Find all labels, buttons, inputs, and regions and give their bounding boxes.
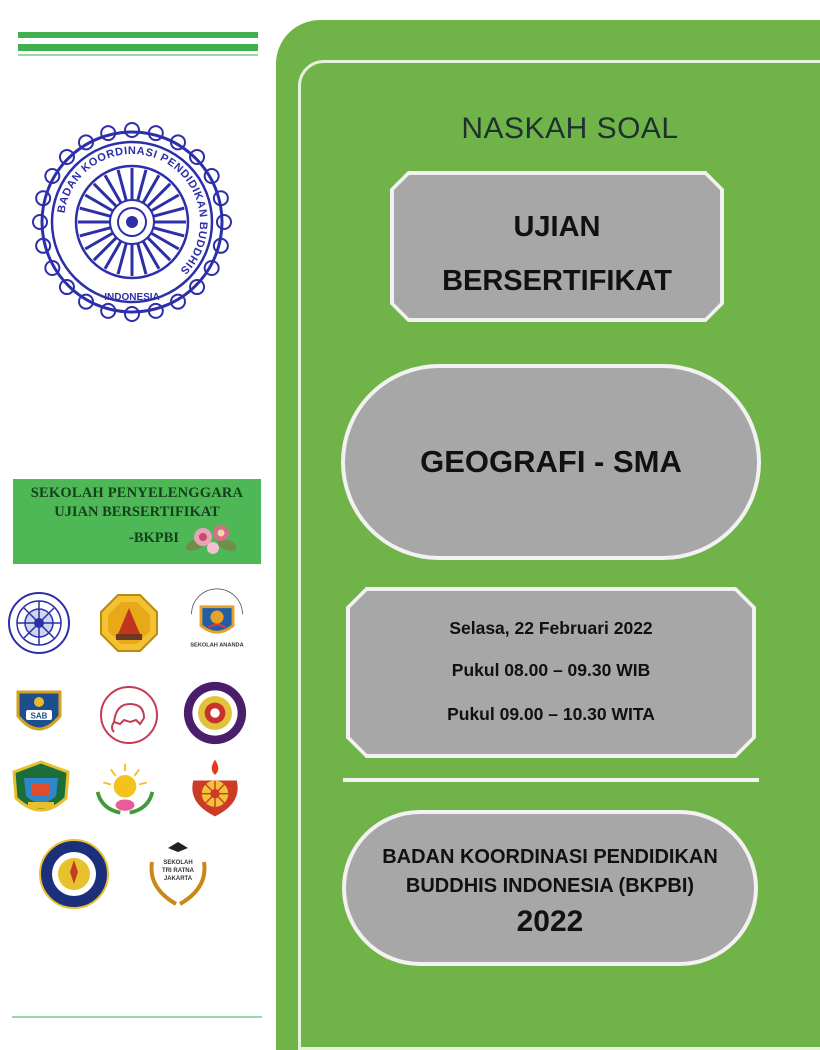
- school-banner: [13, 479, 261, 564]
- divider: [343, 778, 759, 782]
- shield-crest-logo: [8, 758, 74, 824]
- bkpbi-emblem-logo: [32, 122, 232, 322]
- exam-title-line-2: BERSERTIFIKAT: [442, 265, 672, 297]
- svg-text:BADAN KOORDINASI PENDIDIKAN BU: BADAN KOORDINASI PENDIDIKAN BUDDHIS: [55, 144, 210, 277]
- header-stripe: [18, 32, 258, 38]
- sunburst-laurel-logo: [92, 758, 158, 824]
- cover-heading: NASKAH SOAL: [461, 112, 679, 145]
- dharma-putra-logo: [38, 838, 110, 910]
- banner-line-3: -BKPBI: [129, 530, 179, 546]
- svg-text:TRI RATNA: TRI RATNA: [162, 868, 194, 874]
- organizer-line-1: BADAN KOORDINASI PENDIDIKAN: [382, 846, 718, 868]
- sekolah-ananda-logo: [184, 586, 250, 652]
- exam-title: [394, 200, 720, 308]
- dharma-wheel-logo: [6, 590, 72, 656]
- wheel-flame-crest-logo: [182, 756, 248, 822]
- exam-date: Selasa, 22 Februari 2022: [449, 618, 653, 638]
- svg-text:JAKARTA: JAKARTA: [163, 876, 193, 882]
- tri-ratna-jakarta-logo: [142, 838, 214, 910]
- exam-time-wib: Pukul 08.00 – 09.30 WIB: [451, 660, 651, 680]
- banner-line-1: SEKOLAH PENYELENGGARA: [30, 485, 244, 501]
- banner-line-2: UJIAN BERSERTIFIKAT: [54, 504, 220, 520]
- tridharma-manado-logo: [182, 680, 248, 746]
- header-stripe: [18, 44, 258, 51]
- exam-title-line-1: UJIAN: [513, 211, 601, 243]
- emblem-bottom-text: INDONESIA: [104, 292, 160, 303]
- sab-shield-logo: [6, 680, 72, 746]
- svg-text:SEKOLAH: SEKOLAH: [163, 860, 193, 866]
- cover-year: 2022: [516, 905, 584, 938]
- exam-time-wita: Pukul 09.00 – 10.30 WITA: [447, 704, 655, 724]
- elephant-circle-logo: [96, 682, 162, 748]
- svg-text:SEKOLAH ANANDA: SEKOLAH ANANDA: [190, 642, 244, 649]
- organizer-line-2: BUDDHIS INDONESIA (BKPBI): [405, 875, 695, 897]
- svg-text:SAB: SAB: [30, 711, 48, 721]
- octagon-school-logo: [96, 590, 162, 656]
- footer-stripe: [12, 1016, 262, 1018]
- flower-icon: [183, 515, 239, 561]
- header-stripe-thin: [18, 54, 258, 56]
- subject-title: GEOGRAFI - SMA: [420, 444, 682, 479]
